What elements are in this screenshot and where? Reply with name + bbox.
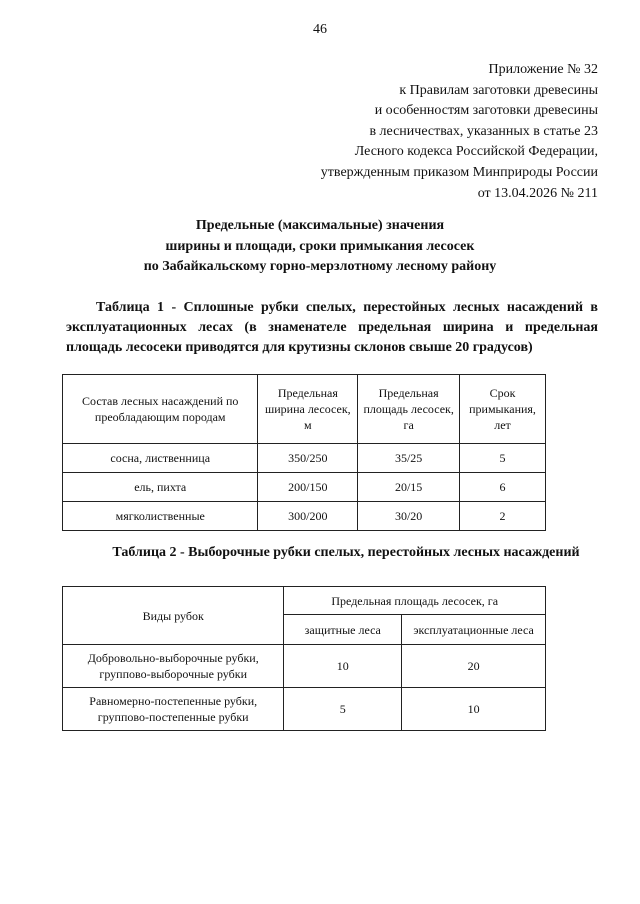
- title-line: ширины и площади, сроки примыкания лесосек: [165, 238, 475, 254]
- table-cell: 20: [402, 645, 546, 688]
- table-cell: 30/20: [358, 502, 460, 531]
- table-header-row: [63, 375, 546, 444]
- appendix-reference: [321, 60, 598, 204]
- appendix-line: от 13.04.2026 № 211: [477, 185, 598, 201]
- column-header: Предельная площадь лесосек, га: [358, 375, 460, 444]
- table2-caption: Таблица 2 - Выборочные рубки спелых, перестойных лесных насаждений: [112, 545, 580, 560]
- appendix-line: к Правилам заготовки древесины: [399, 82, 598, 98]
- appendix-line: утвержденным приказом Минприроды России: [320, 164, 598, 180]
- table-row: [63, 444, 546, 473]
- appendix-line: Приложение № 32: [488, 62, 598, 77]
- table-cell: 10: [402, 688, 546, 731]
- table-cell: Добровольно-выборочные рубки, группово-выборочные рубки: [63, 645, 284, 688]
- page-number: 46: [313, 22, 327, 37]
- table-cell: 5: [284, 688, 402, 731]
- table-cell: 10: [284, 645, 402, 688]
- table-cell: 6: [460, 473, 546, 502]
- column-header: Срок примыкания, лет: [460, 375, 546, 444]
- title-line: по Забайкальскому горно-мерзлотному лесному району: [143, 259, 497, 274]
- column-header: Предельная ширина лесосек, м: [258, 375, 358, 444]
- table-cell: 350/250: [258, 444, 358, 473]
- selective-cut-limits-table: [62, 586, 546, 731]
- table-cell: 35/25: [358, 444, 460, 473]
- clearcut-limits-table: [62, 374, 546, 531]
- table-header-row: [63, 587, 546, 615]
- column-header: Виды рубок: [63, 587, 284, 645]
- document-title: [0, 216, 640, 278]
- table-cell: 20/15: [358, 473, 460, 502]
- table-row: [63, 688, 546, 731]
- table-row: [63, 473, 546, 502]
- table-row: [63, 502, 546, 531]
- table-cell: ель, пихта: [63, 473, 258, 502]
- table-cell: Равномерно-постепенные рубки, группово-постепенные рубки: [63, 688, 284, 731]
- column-subheader: защитные леса: [284, 615, 402, 645]
- table-cell: мягколиственные: [63, 502, 258, 531]
- table-cell: сосна, лиственница: [63, 444, 258, 473]
- table1-caption: Таблица 1 - Сплошные рубки спелых, перестойных лесных насаждений в эксплуатационных лесах (в знаменателе предельная ширина и предельная площадь лесосеки приводятся для крутизны склонов свыше 20 градусов): [66, 300, 598, 355]
- column-subheader: эксплуатационные леса: [402, 615, 546, 645]
- table-cell: 5: [460, 444, 546, 473]
- table-cell: 2: [460, 502, 546, 531]
- table-cell: 200/150: [258, 473, 358, 502]
- table-cell: 300/200: [258, 502, 358, 531]
- column-header: Состав лесных насаждений по преобладающим породам: [63, 375, 258, 444]
- appendix-line: в лесничествах, указанных в статье 23: [369, 123, 598, 139]
- appendix-line: Лесного кодекса Российской Федерации,: [354, 144, 598, 160]
- title-line: Предельные (максимальные) значения: [195, 218, 445, 233]
- appendix-line: и особенностям заготовки древесины: [374, 103, 598, 119]
- column-header: Предельная площадь лесосек, га: [284, 587, 546, 615]
- table-row: [63, 645, 546, 688]
